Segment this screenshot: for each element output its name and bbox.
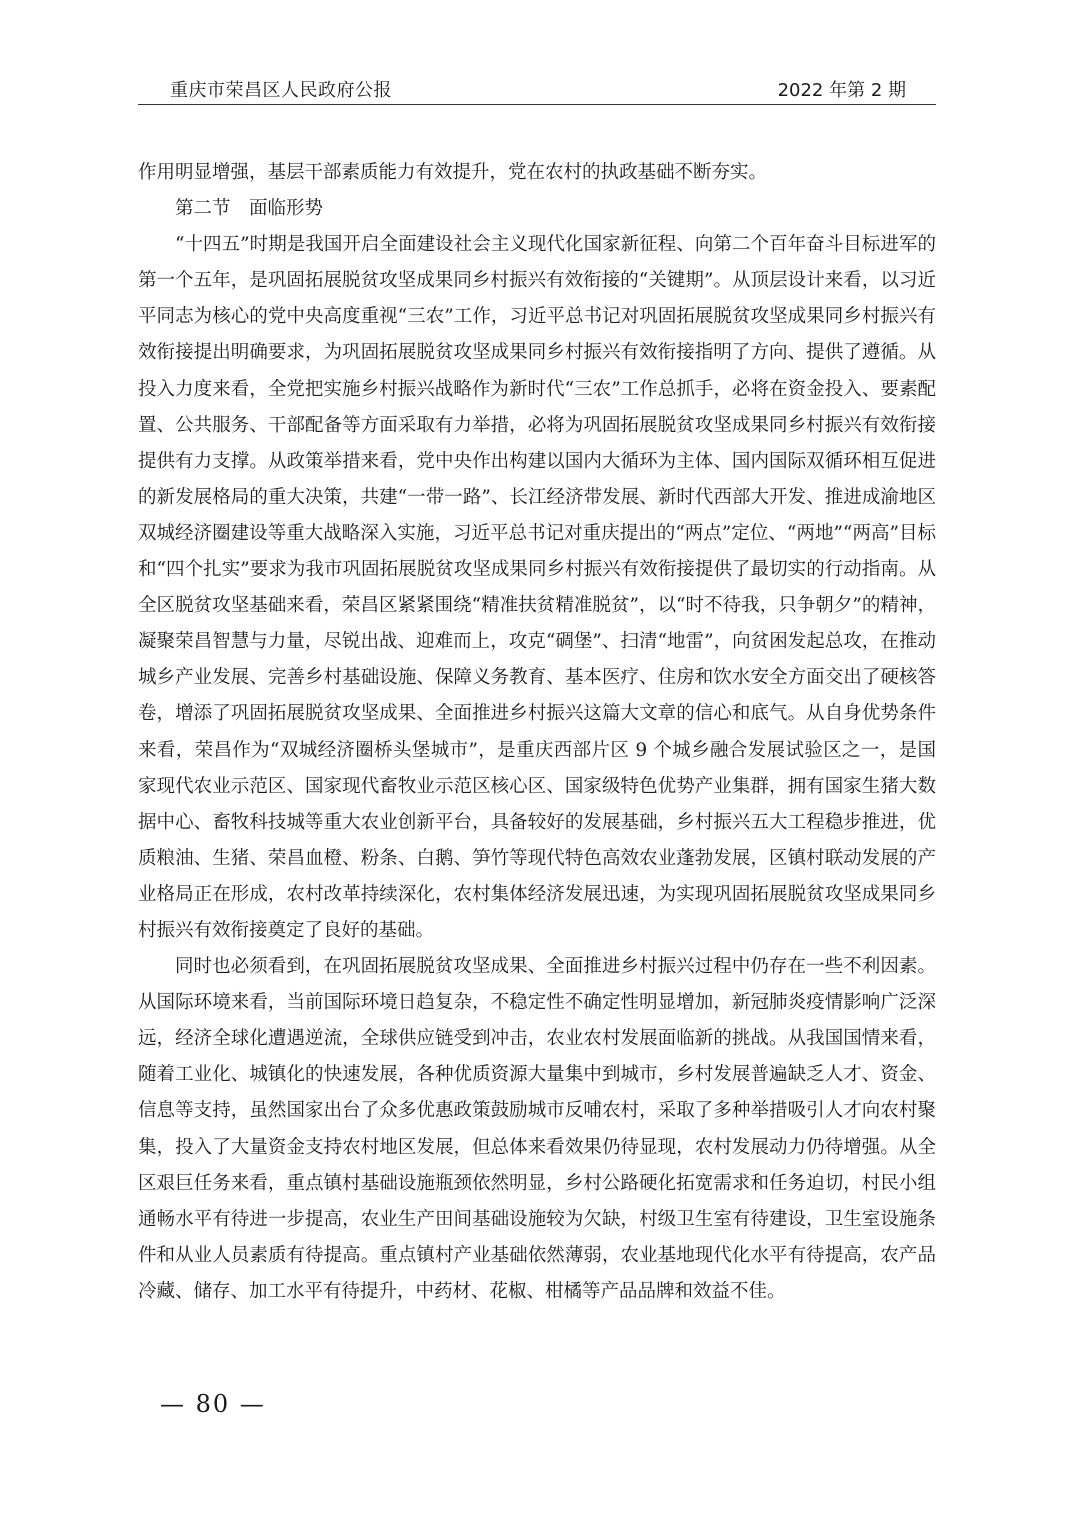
article-body [138, 155, 936, 1310]
page-header [138, 76, 936, 105]
issue-number: 2022 年第 2 期 [777, 80, 906, 101]
paragraph-1: “十四五”时期是我国开启全面建设社会主义现代化国家新征程、向第二个百年奋斗目标进军的第一个五年，是巩固拓展脱贫攻坚成果同乡村振兴有效衔接的“关键期”。从顶层设计来看，以习近平同志为核心的党中央高度重视“三农”工作，习近平总书记对巩固拓展脱贫攻坚成果同乡村振兴有效衔接提出明确要求，为巩固拓展脱贫攻坚成果同乡村振兴有效衔接指明了方向、提供了遵循。从投入力度来看，全党把实施乡村振兴战略作为新时代“三农”工作总抓手，必将在资金投入、要素配置、公共服务、干部配备等方面采取有力举措，必将为巩固拓展脱贫攻坚成果同乡村振兴有效衔接提供有力支撑。从政策举措来看，党中央作出构建以国内大循环为主体、国内国际双循环相互促进的新发展格局的重大决策，共建“一带一路”、长江经济带发展、新时代西部大开发、推进成渝地区双城经济圈建设等重大战略深入实施，习近平总书记对重庆提出的“两点”定位、“两地”“两高”目标和“四个扎实”要求为我市巩固拓展脱贫攻坚成果同乡村振兴有效衔接提供了最切实的行动指南。从全区脱贫攻坚基础来看，荣昌区紧紧围绕“精准扶贫精准脱贫”，以“时不待我，只争朝夕”的精神，凝聚荣昌智慧与力量，尽锐出战、迎难而上，攻克“碉堡”、扫清“地雷”，向贫困发起总攻，在推动城乡产业发展、完善乡村基础设施、保障义务教育、基本医疗、住房和饮水安全方面交出了硬核答卷，增添了巩固拓展脱贫攻坚成果、全面推进乡村振兴这篇大文章的信心和底气。从自身优势条件来看，荣昌作为“双城经济圈桥头堡城市”，是重庆西部片区 9 个城乡融合发展试验区之一，是国家现代农业示范区、国家现代畜牧业示范区核心区、国家级特色优势产业集群，拥有国家生猪大数据中心、畜牧科技城等重大农业创新平台，具备较好的发展基础，乡村振兴五大工程稳步推进，优质粮油、生猪、荣昌血橙、粉条、白鹅、笋竹等现代特色高效农业蓬勃发展，区镇村联动发展的产业格局正在形成，农村改革持续深化，农村集体经济发展迅速，为实现巩固拓展脱贫攻坚成果同乡村振兴有效衔接奠定了良好的基础。 [138, 234, 936, 941]
page-number: — 80 — [160, 1390, 266, 1418]
paragraph-2: 同时也必须看到，在巩固拓展脱贫攻坚成果、全面推进乡村振兴过程中仍存在一些不利因素。从国际环境来看，当前国际环境日趋复杂，不稳定性不确定性明显增加，新冠肺炎疫情影响广泛深远，经济全球化遭遇逆流，全球供应链受到冲击，农业农村发展面临新的挑战。从我国国情来看，随着工业化、城镇化的快速发展，各种优质资源大量集中到城市，乡村发展普遍缺乏人才、资金、信息等支持，虽然国家出台了众多优惠政策鼓励城市反哺农村，采取了多种举措吸引人才向农村聚集，投入了大量资金支持农村地区发展，但总体来看效果仍待显现，农村发展动力仍待增强。从全区艰巨任务来看，重点镇村基础设施瓶颈依然明显，乡村公路硬化拓宽需求和任务迫切，村民小组通畅水平有待进一步提高，农业生产田间基础设施较为欠缺，村级卫生室有待建设，卫生室设施条件和从业人员素质有待提高。重点镇村产业基础依然薄弱，农业基地现代化水平有待提高，农产品冷藏、储存、加工水平有待提升，中药材、花椒、柑橘等产品品牌和效益不佳。 [138, 956, 936, 1302]
continuation-line: 作用明显增强，基层干部素质能力有效提升，党在农村的执政基础不断夯实。 [138, 162, 768, 183]
section-heading: 第二节 面临形势 [175, 198, 324, 220]
publication-title: 重庆市荣昌区人民政府公报 [170, 80, 392, 101]
